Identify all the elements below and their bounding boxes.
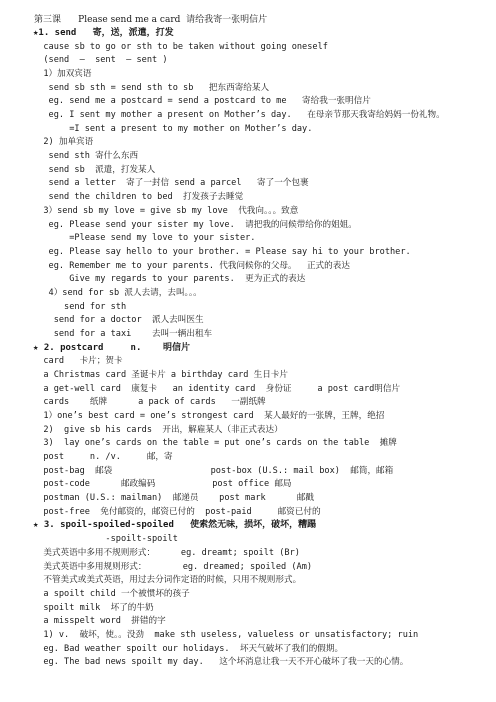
document-line: 1）加双宾语	[33, 69, 92, 80]
document-line: post-code 邮政编码 post office 邮局	[33, 479, 292, 490]
document-line: 1) v. 破坏，使。。没劲 make sth useless, valueless or unsatisfactory; ruin	[33, 629, 419, 640]
document-line: 3）send sb my love = give sb my love 代我向。。。致意	[33, 205, 299, 216]
document-line: 美式英语中多用不规则形式： eg. dreamt; spoilt (Br)	[33, 547, 300, 558]
document-line: eg. send me a postcard = send a postcard to me 寄给我一张明信片	[33, 96, 371, 107]
document-line: 2) give sb his cards 开出，解雇某人（非正式表达）	[33, 424, 283, 435]
document-line: eg. Please say hello to your brother. = Please say hi to your brother.	[33, 246, 411, 257]
document-line: -spoilt-spoilt	[33, 534, 178, 545]
document-line: 3) lay one’s cards on the table = put one’s cards on the table 摊牌	[33, 438, 397, 449]
document-line: 美式英语中多用规则形式： eg. dreamed; spoiled (Am)	[33, 561, 313, 572]
document-line: send a letter 寄了一封信 send a parcel 寄了一个包裹	[33, 178, 309, 189]
lesson-title: 第三课 Please send me a card 请给我寄一张明信片	[34, 15, 268, 25]
document-line: ★1. send 寄，送，派遣，打发	[33, 28, 174, 38]
document-line: 1）one’s best card = one’s strongest card 某人最好的一张牌，王牌，绝招	[33, 411, 385, 422]
document-line: a get-well card 康复卡 an identity card 身份证 a post card明信片	[33, 383, 401, 394]
document-line: ★ 2. postcard n. 明信片	[33, 342, 191, 353]
document-line: eg. I sent my mother a present on Mother’s day. 在母亲节那天我寄给妈妈一份礼物。	[33, 110, 445, 121]
document-line: eg. Please send your sister my love. 请把我的问候带给你的姐姐。	[33, 219, 357, 230]
document-line: 4）send for sb 派人去请，去叫。。。	[33, 287, 202, 298]
document-line: =Please send my love to your sister.	[33, 233, 256, 244]
document-line: a misspelt word 拼错的字	[33, 616, 166, 627]
document-line: cards 纸牌 a pack of cards 一副纸牌	[33, 397, 266, 408]
document-line: spoilt milk 坏了的牛奶	[33, 602, 154, 613]
document-line: send sb 派遣，打发某人	[33, 164, 156, 175]
document-line: card 卡片；贺卡	[33, 356, 123, 367]
document-line: post-free 免付邮资的，邮资已付的 post-paid 邮资已付的	[33, 506, 321, 517]
document-line: (send – sent – sent )	[33, 55, 168, 66]
document-line: post n. /v. 邮，寄	[33, 452, 173, 463]
document-line: 不管美式或美式英语，用过去分词作定语的时候，只用不规则形式。	[33, 575, 302, 586]
document-line: send the children to bed 打发孩子去睡觉	[33, 192, 244, 203]
document-line: eg. Remember me to your parents. 代我问候你的父母。 正式的表达	[33, 260, 350, 271]
document-line: eg. Bad weather spoilt our holidays. 坏天气破坏了我们的假期。	[33, 643, 344, 654]
document-line: a Christmas card 圣诞卡片 a birthday card 生日卡片	[33, 370, 289, 380]
document-line: postman (U.S.: mailman) 邮递员 post mark 邮戳	[33, 493, 314, 504]
document-line: send sth 寄什么东西	[33, 151, 139, 162]
document-line: send sb sth = send sth to sb 把东西寄给某人	[33, 82, 270, 93]
document-line: =I sent a present to my mother on Mother’s day.	[33, 123, 313, 134]
document-line: a spoilt child 一个被惯坏的孩子	[33, 588, 190, 599]
document-line: send for a doctor 派人去叫医生	[33, 315, 204, 326]
document-line: ★ 3. spoil-spoiled-spoiled 使索然无味，损坏，破坏，糟蹋	[33, 520, 317, 531]
document-line: post-bag 邮袋 post-box (U.S.: mail box) 邮筒，邮箱	[33, 465, 394, 476]
document-line: cause sb to go or sth to be taken without going oneself	[33, 41, 328, 52]
document-line: send for a taxi 去叫一辆出租车	[33, 328, 213, 339]
document-line: send for sth	[33, 301, 127, 312]
document-line: 2) 加单宾语	[33, 137, 94, 148]
document-line: eg. The bad news spoilt my day. 这个坏消息让我一天不开心破坏了我一天的心情。	[33, 657, 409, 668]
document-line: Give my regards to your parents. 更为正式的表达	[33, 274, 306, 285]
